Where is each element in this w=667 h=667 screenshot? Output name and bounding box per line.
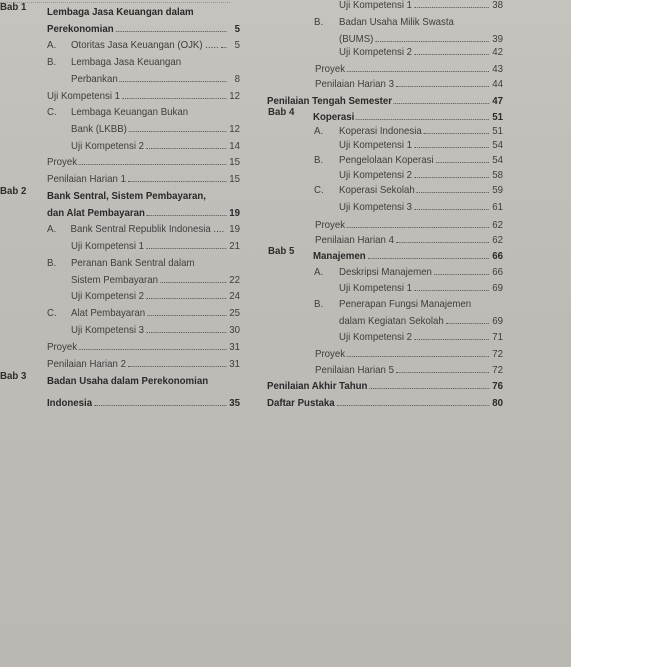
- entry-title: Proyek: [315, 220, 346, 231]
- page-number: 61: [492, 202, 503, 213]
- dot-leader: [394, 102, 489, 104]
- entry-title: Uji Kompetensi 3: [339, 202, 413, 213]
- entry-title: Proyek: [315, 64, 346, 75]
- section-letter: A.: [47, 224, 57, 235]
- entry-title: Penerapan Fungsi Manajemen: [338, 299, 472, 310]
- entry-title: Perekonomian: [47, 24, 114, 35]
- page-number: 62: [492, 235, 503, 246]
- dot-leader: [396, 241, 489, 243]
- page-number: 80: [492, 398, 503, 409]
- page-number: 54: [492, 140, 503, 151]
- entry-title: Uji Kompetensi 1: [47, 91, 121, 102]
- page-number: 12: [229, 124, 240, 135]
- dot-leader: [146, 147, 226, 149]
- toc-entry[interactable]: [47, 152, 240, 168]
- toc-entry[interactable]: [339, 42, 503, 58]
- chapter-label: Bab 4: [268, 107, 295, 118]
- toc-entry[interactable]: [339, 165, 503, 181]
- entry-title: Penilaian Harian 4: [315, 235, 394, 246]
- toc-entry[interactable]: [47, 2, 240, 18]
- toc-entry[interactable]: [339, 0, 503, 11]
- dot-leader: [146, 331, 226, 333]
- toc-entry[interactable]: [71, 136, 240, 152]
- dot-leader: [396, 85, 489, 87]
- toc-entry[interactable]: [313, 246, 503, 262]
- dot-leader: [369, 387, 489, 389]
- dot-leader: [79, 163, 226, 165]
- dot-leader: [147, 214, 226, 216]
- dot-leader: [414, 6, 489, 8]
- entry-title: Uji Kompetensi 2: [339, 47, 413, 58]
- entry-title: Badan Usaha dalam Perekonomian: [47, 376, 209, 387]
- entry-title: Proyek: [315, 349, 346, 360]
- page-number: 47: [492, 96, 503, 107]
- page-number: 8: [234, 74, 240, 85]
- dot-leader: [417, 191, 489, 193]
- dot-leader: [347, 226, 489, 228]
- toc-entry[interactable]: [71, 119, 240, 135]
- toc-entry[interactable]: [267, 91, 503, 107]
- toc-entry[interactable]: [314, 150, 503, 166]
- toc-entry[interactable]: [71, 286, 240, 302]
- toc-entry[interactable]: [71, 236, 240, 252]
- page-number: 39: [492, 34, 503, 45]
- entry-title: Koperasi Indonesia: [338, 126, 422, 137]
- dot-leader: [435, 161, 489, 163]
- toc-entry[interactable]: [71, 270, 240, 286]
- toc-entry[interactable]: [267, 393, 503, 409]
- dot-leader: [414, 338, 489, 340]
- page-number: 14: [229, 141, 240, 152]
- toc-entry[interactable]: [339, 311, 503, 327]
- dot-leader: [79, 348, 226, 350]
- entry-title: Uji Kompetensi 1: [339, 140, 413, 151]
- entry-title: Indonesia: [47, 398, 93, 409]
- entry-title: Uji Kompetensi 2: [71, 291, 145, 302]
- entry-title: Daftar Pustaka: [267, 398, 335, 409]
- section-letter: B.: [47, 57, 57, 68]
- entry-title: Proyek: [47, 157, 78, 168]
- section-letter: A.: [314, 126, 324, 137]
- dot-leader: [414, 146, 489, 148]
- toc-entry[interactable]: [267, 376, 503, 392]
- page-number: 43: [492, 64, 503, 75]
- entry-title: Penilaian Harian 2: [47, 359, 126, 370]
- dot-leader: [94, 404, 226, 406]
- entry-title: dan Alat Pembayaran: [47, 208, 145, 219]
- page-number: 30: [229, 325, 240, 336]
- page-number: 15: [229, 174, 240, 185]
- dot-leader: [414, 289, 489, 291]
- entry-title: Uji Kompetensi 2: [71, 141, 145, 152]
- dot-leader: [337, 404, 490, 406]
- section-letter: C.: [314, 185, 324, 196]
- page-number: 72: [492, 365, 503, 376]
- dot-leader: [221, 46, 226, 48]
- page-number: 69: [492, 316, 503, 327]
- dot-leader: [146, 247, 226, 249]
- toc-entry[interactable]: [339, 327, 503, 343]
- dot-leader: [128, 365, 226, 367]
- entry-title: Koperasi Sekolah: [338, 185, 415, 196]
- toc-entry[interactable]: [47, 86, 240, 102]
- page-number: 24: [229, 291, 240, 302]
- toc-entry[interactable]: [315, 74, 503, 90]
- page-number: 51: [492, 126, 503, 137]
- toc-entry[interactable]: [315, 360, 503, 376]
- toc-entry[interactable]: [47, 52, 240, 68]
- toc-entry[interactable]: [47, 393, 240, 409]
- dot-leader: [347, 355, 489, 357]
- page-number: 31: [229, 342, 240, 353]
- page-number: 62: [492, 220, 503, 231]
- dot-leader: [146, 297, 226, 299]
- toc-entry[interactable]: [339, 197, 503, 213]
- entry-title: (BUMS): [339, 34, 374, 45]
- section-letter: C.: [47, 107, 57, 118]
- dot-leader: [147, 314, 226, 316]
- toc-entry[interactable]: [47, 102, 240, 118]
- page-number: 44: [492, 79, 503, 90]
- toc-entry[interactable]: [315, 215, 503, 231]
- page-number: 54: [492, 155, 503, 166]
- dot-leader: [120, 80, 226, 82]
- section-letter: B.: [314, 155, 324, 166]
- entry-title: Bank Sentral, Sistem Pembayaran,: [47, 191, 206, 202]
- page-number: 19: [229, 208, 240, 219]
- dot-leader: [347, 70, 489, 72]
- dot-leader: [414, 208, 489, 210]
- entry-title: Penilaian Harian 1: [47, 174, 126, 185]
- entry-title: Bank (LKBB): [71, 124, 127, 135]
- page-number: 69: [492, 283, 503, 294]
- section-letter: C.: [47, 308, 57, 319]
- dot-leader: [367, 257, 489, 259]
- page-number: 66: [492, 251, 503, 262]
- page-number: 5: [234, 24, 240, 35]
- chapter-label: Bab 2: [0, 186, 27, 197]
- toc-entry[interactable]: [47, 303, 240, 319]
- page-number: 58: [492, 170, 503, 181]
- page-number: 22: [229, 275, 240, 286]
- page-number: 51: [492, 112, 503, 123]
- toc-entry[interactable]: [314, 180, 503, 196]
- entry-title: Uji Kompetensi 3: [71, 325, 145, 336]
- dot-leader: [414, 53, 489, 55]
- dot-leader: [414, 176, 489, 178]
- page-number: 72: [492, 349, 503, 360]
- toc-entry[interactable]: [315, 230, 503, 246]
- page-number: 59: [492, 185, 503, 196]
- chapter-label: Bab 1: [0, 2, 27, 13]
- dot-leader: [356, 118, 489, 120]
- toc-entry[interactable]: [47, 337, 240, 353]
- page-number: 5: [234, 40, 240, 51]
- entry-title: Perbankan: [71, 74, 118, 85]
- entry-title: Penilaian Harian 3: [315, 79, 394, 90]
- entry-title: Penilaian Akhir Tahun: [267, 381, 368, 392]
- toc-entry[interactable]: [339, 278, 503, 294]
- page-number: 21: [229, 241, 240, 252]
- entry-title: Uji Kompetensi 1: [71, 241, 145, 252]
- page-number: 15: [229, 157, 240, 168]
- section-letter: B.: [314, 299, 324, 310]
- page-number: 12: [229, 91, 240, 102]
- toc-entry[interactable]: [339, 135, 503, 151]
- toc-entry[interactable]: [47, 354, 240, 370]
- entry-title: Pengelolaan Koperasi: [338, 155, 434, 166]
- page-number: 76: [492, 381, 503, 392]
- page-number: 38: [492, 0, 503, 11]
- toc-entry[interactable]: [71, 69, 240, 85]
- section-letter: A.: [47, 40, 57, 51]
- entry-title: Uji Kompetensi 1: [339, 283, 413, 294]
- dot-leader: [129, 130, 226, 132]
- dot-leader: [115, 30, 226, 32]
- toc-entry[interactable]: [47, 186, 240, 202]
- toc-entry[interactable]: [47, 19, 240, 35]
- page-number: 42: [492, 47, 503, 58]
- entry-title: Lembaga Jasa Keuangan: [70, 57, 182, 68]
- toc-entry[interactable]: [47, 219, 240, 235]
- entry-title: Lembaga Keuangan Bukan: [70, 107, 189, 118]
- page-number: 35: [229, 398, 240, 409]
- dot-leader: [128, 180, 226, 182]
- toc-entry[interactable]: [314, 294, 503, 310]
- dot-leader: [396, 371, 489, 373]
- entry-title: Uji Kompetensi 2: [339, 170, 413, 181]
- page-number: 71: [492, 332, 503, 343]
- entry-title: Manajemen: [313, 251, 366, 262]
- entry-title: Deskripsi Manajemen: [338, 267, 432, 278]
- toc-entry[interactable]: [314, 262, 503, 278]
- chapter-label: Bab 3: [0, 371, 27, 382]
- dot-leader: [160, 281, 226, 283]
- entry-title: Proyek: [47, 342, 78, 353]
- toc-entry[interactable]: [315, 344, 503, 360]
- toc-entry[interactable]: [47, 35, 240, 51]
- dot-leader: [434, 273, 489, 275]
- page-number: 19: [229, 224, 240, 235]
- toc-entry[interactable]: [314, 12, 503, 28]
- entry-title: Uji Kompetensi 1: [339, 0, 413, 11]
- dot-leader: [424, 132, 489, 134]
- entry-title: Sistem Pembayaran: [71, 275, 159, 286]
- toc-entry[interactable]: [71, 320, 240, 336]
- toc-entry[interactable]: [315, 59, 503, 75]
- entry-title: Penilaian Harian 5: [315, 365, 394, 376]
- entry-title: Badan Usaha Milik Swasta: [338, 17, 454, 28]
- section-letter: B.: [47, 258, 57, 269]
- toc-entry[interactable]: [47, 253, 240, 269]
- section-letter: B.: [314, 17, 324, 28]
- entry-title: Uji Kompetensi 2: [339, 332, 413, 343]
- dot-leader: [122, 97, 226, 99]
- toc-entry[interactable]: [47, 203, 240, 219]
- entry-title: Penilaian Tengah Semester: [267, 96, 392, 107]
- toc-entry[interactable]: [47, 371, 240, 387]
- entry-title: Otoritas Jasa Keuangan (OJK) .....: [70, 40, 219, 51]
- entry-title: dalam Kegiatan Sekolah: [339, 316, 444, 327]
- entry-title: Alat Pembayaran: [70, 308, 146, 319]
- page-number: 66: [492, 267, 503, 278]
- dot-leader: [446, 322, 489, 324]
- entry-title: Lembaga Jasa Keuangan dalam: [47, 7, 194, 18]
- page-number: 25: [229, 308, 240, 319]
- section-letter: A.: [314, 267, 324, 278]
- entry-title: Bank Sentral Republik Indonesia ....: [70, 224, 225, 235]
- toc-entry[interactable]: [47, 169, 240, 185]
- entry-title: Koperasi: [313, 112, 355, 123]
- entry-title: Peranan Bank Sentral dalam: [70, 258, 195, 269]
- page-number: 31: [229, 359, 240, 370]
- chapter-label: Bab 5: [268, 246, 295, 257]
